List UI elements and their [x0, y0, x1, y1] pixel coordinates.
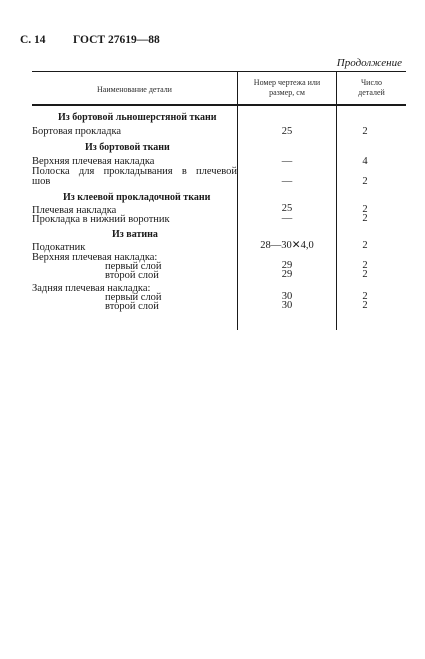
column-header-count — [337, 78, 406, 98]
standard-number: ГОСТ 27619—88 — [73, 34, 160, 46]
table-row-name: Подокатник — [32, 242, 86, 253]
table-row-name: Полоска для прокладывания в плечевой — [32, 166, 237, 177]
table-row-count: 2 — [362, 240, 368, 251]
section-title: Из бортовой льношерстяной ткани — [58, 112, 217, 123]
table-header-border — [32, 104, 406, 106]
table-row-drawing: 25 — [281, 126, 293, 137]
table-row-name: первый слой — [105, 292, 162, 303]
page-number: С. 14 — [20, 34, 46, 46]
column-divider-2 — [336, 71, 337, 330]
section-title: Из ватина — [112, 229, 158, 240]
table-row-drawing: 30 — [281, 300, 293, 311]
table-row-name: второй слой — [105, 270, 159, 281]
table-row-name: Верхняя плечевая накладка — [32, 156, 155, 167]
table-row-count: 2 — [362, 260, 368, 271]
table-row-drawing: — — [281, 213, 293, 224]
table-row-name: Задняя плечевая накладка: — [32, 283, 151, 294]
table-row-drawing: — — [281, 176, 293, 187]
table-row-name-continued: шов — [32, 176, 51, 187]
column-header-drawing-line2: размер, см — [269, 88, 305, 97]
table-row-name: Верхняя плечевая накладка: — [32, 252, 158, 263]
column-header-drawing-line1: Номер чертежа или — [253, 78, 321, 87]
table-row-count: 2 — [362, 269, 368, 280]
section-title: Из клеевой прокладочной ткани — [63, 192, 211, 203]
table-row-drawing: 29 — [281, 269, 293, 280]
table-row-drawing: 25 — [281, 203, 293, 214]
table-row-count: 4 — [362, 156, 368, 167]
table-row-drawing: 29 — [281, 260, 293, 271]
column-header-drawing — [238, 78, 336, 98]
table-row-count: 2 — [362, 300, 368, 311]
table-row-name: Прокладка в нижний воротник — [32, 214, 170, 225]
section-title: Из бортовой ткани — [85, 142, 170, 153]
table-row-count: 2 — [362, 176, 368, 187]
table-row-count: 2 — [362, 291, 368, 302]
column-header-name: Наименование детали — [97, 85, 172, 94]
column-header-count-line2: деталей — [358, 88, 385, 97]
table-row-count: 2 — [362, 213, 368, 224]
table-row-name: Плечевая накладка — [32, 205, 117, 216]
table-row-count: 2 — [362, 204, 368, 215]
table-row-name: первый слой — [105, 261, 162, 272]
table-row-drawing: 28—30✕4,0 — [260, 240, 314, 251]
table-row-drawing: — — [281, 156, 293, 167]
continuation-label: Продолжение — [336, 57, 402, 69]
table-row-name: второй слой — [105, 301, 159, 312]
table-row-drawing: 30 — [281, 291, 293, 302]
table-top-border — [32, 71, 406, 72]
table-row-count: 2 — [362, 126, 368, 137]
column-header-count-line1: Число — [360, 78, 383, 87]
table-row-name: Бортовая прокладка — [32, 126, 122, 137]
